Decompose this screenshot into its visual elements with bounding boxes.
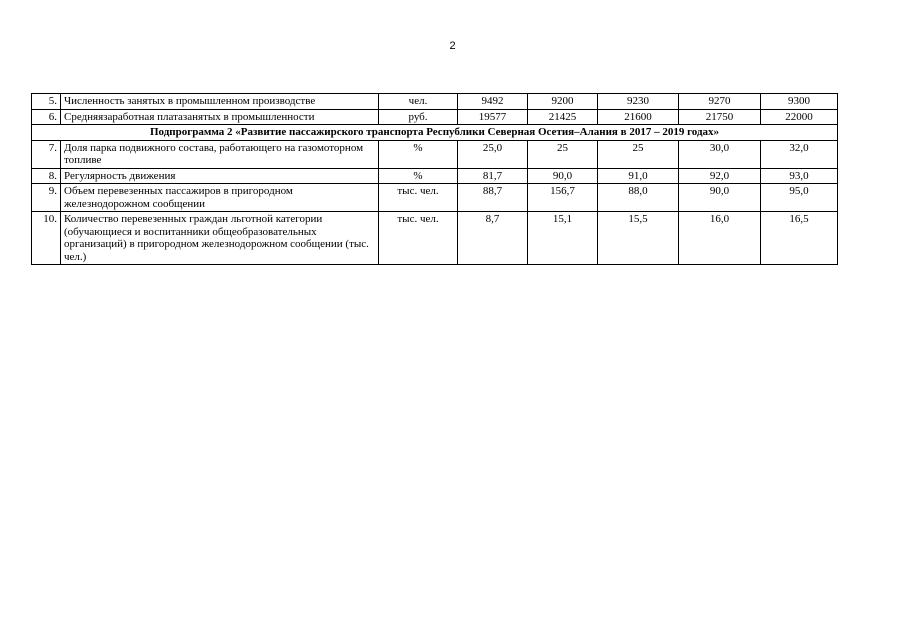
table-row	[32, 109, 838, 125]
row-number: 10.	[32, 212, 61, 265]
value-cell: 15,1	[528, 212, 598, 265]
value-cell: 21425	[528, 109, 598, 125]
indicator-name: Объем перевезенных пассажиров в пригородном железнодорожном сообщении	[61, 184, 379, 212]
value-cell: 25	[598, 140, 679, 168]
value-cell: 88,0	[598, 184, 679, 212]
value-cell: 90,0	[679, 184, 761, 212]
indicator-name: Доля парка подвижного состава, работающего на газомоторном топливе	[61, 140, 379, 168]
table-row	[32, 212, 838, 265]
table-row	[32, 168, 838, 184]
value-cell: 8,7	[458, 212, 528, 265]
unit-cell: чел.	[379, 94, 458, 110]
value-cell: 22000	[761, 109, 838, 125]
table-row	[32, 140, 838, 168]
value-cell: 90,0	[528, 168, 598, 184]
section-title: Подпрограмма 2 «Развитие пассажирского транспорта Республики Северная Осетия–Алания в 2017 – 2019 годах»	[32, 125, 838, 141]
table-row	[32, 94, 838, 110]
page-number: 2	[449, 40, 456, 52]
value-cell: 16,5	[761, 212, 838, 265]
unit-cell: %	[379, 168, 458, 184]
table-body-top	[32, 94, 838, 125]
value-cell: 21750	[679, 109, 761, 125]
value-cell: 16,0	[679, 212, 761, 265]
value-cell: 9300	[761, 94, 838, 110]
value-cell: 15,5	[598, 212, 679, 265]
value-cell: 9200	[528, 94, 598, 110]
value-cell: 9270	[679, 94, 761, 110]
value-cell: 25	[528, 140, 598, 168]
value-cell: 95,0	[761, 184, 838, 212]
table-row	[32, 184, 838, 212]
indicator-name: Численность занятых в промышленном производстве	[61, 94, 379, 110]
row-number: 7.	[32, 140, 61, 168]
value-cell: 21600	[598, 109, 679, 125]
value-cell: 32,0	[761, 140, 838, 168]
section-row	[32, 125, 838, 141]
row-number: 9.	[32, 184, 61, 212]
unit-cell: тыс. чел.	[379, 212, 458, 265]
value-cell: 30,0	[679, 140, 761, 168]
value-cell: 91,0	[598, 168, 679, 184]
row-number: 8.	[32, 168, 61, 184]
unit-cell: руб.	[379, 109, 458, 125]
table-section	[32, 125, 838, 141]
value-cell: 88,7	[458, 184, 528, 212]
value-cell: 9230	[598, 94, 679, 110]
value-cell: 19577	[458, 109, 528, 125]
value-cell: 156,7	[528, 184, 598, 212]
value-cell: 93,0	[761, 168, 838, 184]
unit-cell: тыс. чел.	[379, 184, 458, 212]
value-cell: 9492	[458, 94, 528, 110]
value-cell: 81,7	[458, 168, 528, 184]
table-body-bottom	[32, 140, 838, 265]
indicator-name: Количество перевезенных граждан льготной категории (обучающиеся и воспитанники общеобразовательных организаций) в пригородном железнодорожном сообщении (тыс. чел.)	[61, 212, 379, 265]
indicators-table	[31, 93, 838, 265]
indicator-name: Регулярность движения	[61, 168, 379, 184]
row-number: 5.	[32, 94, 61, 110]
value-cell: 92,0	[679, 168, 761, 184]
unit-cell: %	[379, 140, 458, 168]
indicator-name: Средняязаработная платазанятых в промышленности	[61, 109, 379, 125]
value-cell: 25,0	[458, 140, 528, 168]
row-number: 6.	[32, 109, 61, 125]
